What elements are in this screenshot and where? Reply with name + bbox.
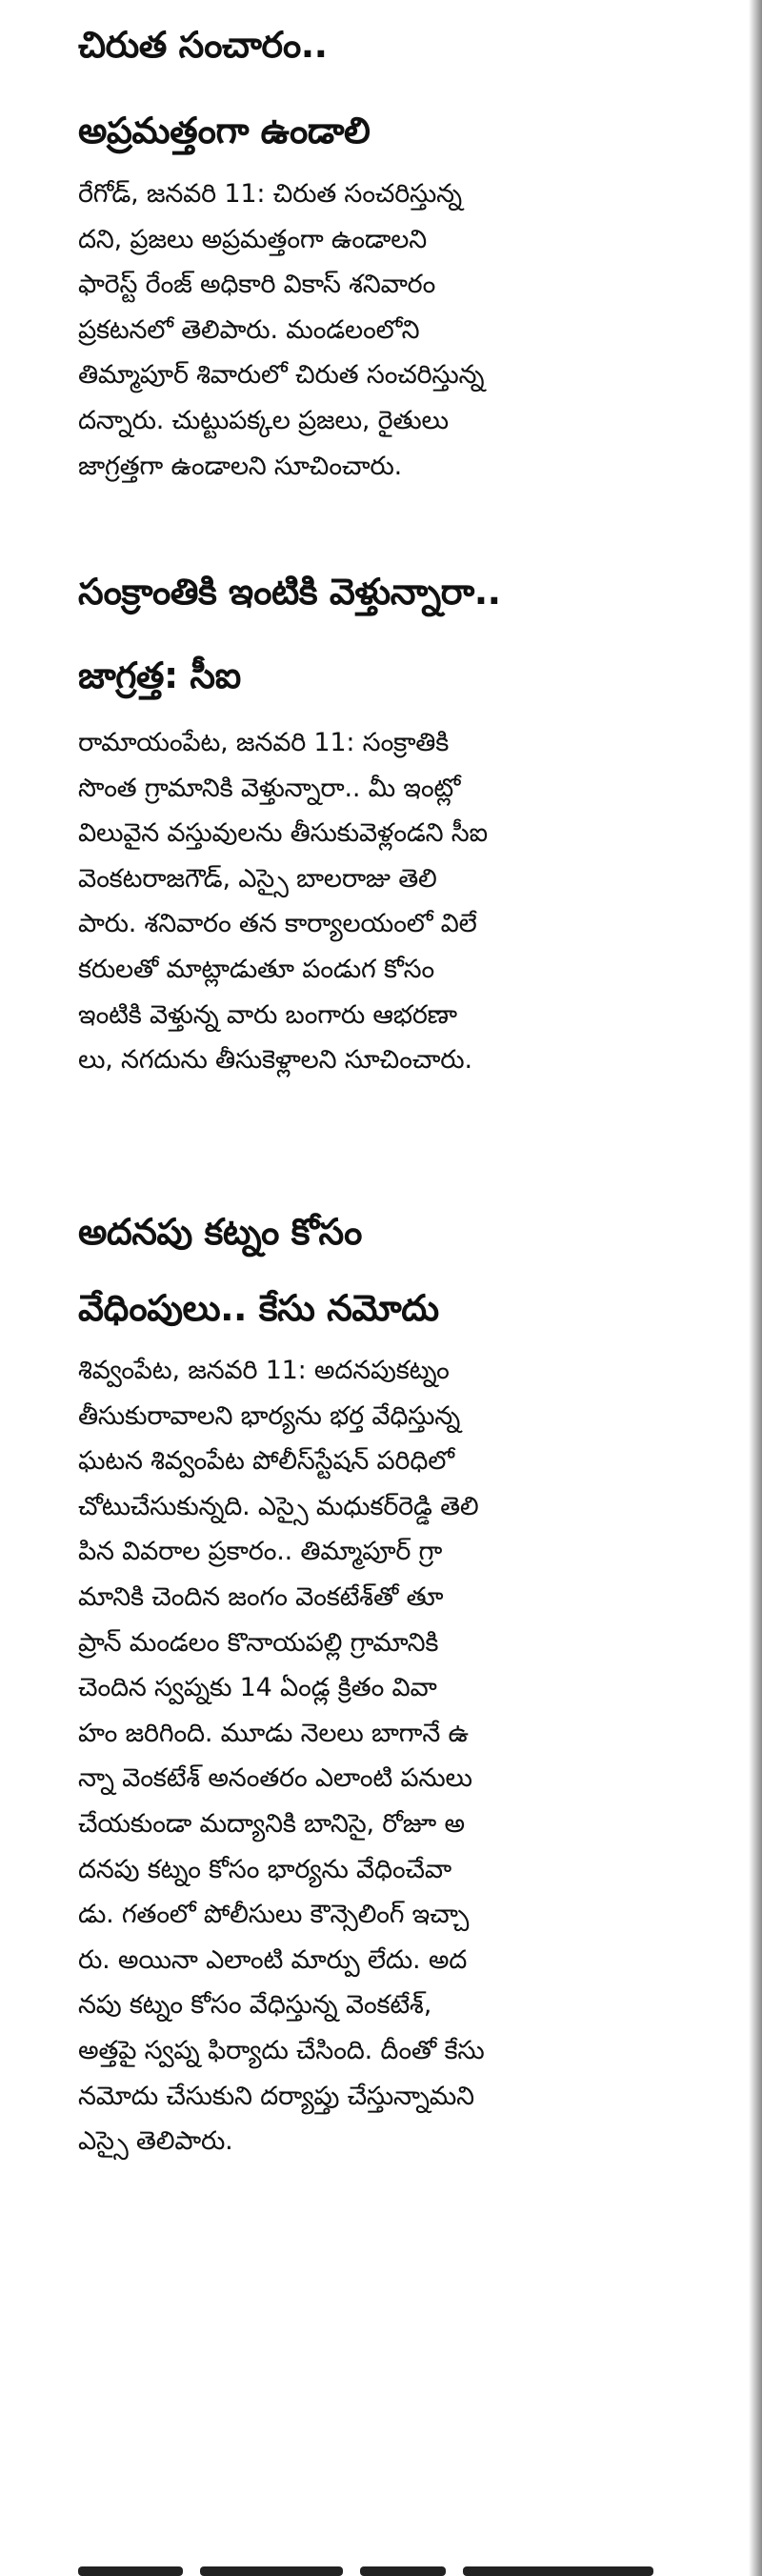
article-2-headline-line-1: సంక్రాంతికి ఇంటికి వెళ్తున్నారా.. [78,571,501,613]
article-3-headline-line-1: అదనపు కట్నం కోసం [78,1211,362,1253]
article-2-headline-line-2: జాగ్రత్త: సీఐ [78,654,241,696]
article-1-headline-line-1: చిరుత సంచారం.. [78,24,328,66]
article-3-headline-line-2: వేధింపులు.. కేసు నమోదు [78,1287,439,1329]
page-edge-shadow [749,0,762,2576]
article-3-body: శివ్వంపేట, జనవరి 11: అదనపుకట్నం తీసుకురావాలని భార్యను భర్త వేధిస్తున్న ఘటన శివ్వంపేట పోలీస్‌స్టేషన్ పరిధిలో చోటుచేసుకున్నది. ఎస్సై మధుకర్‌రెడ్డి తెలి పిన వివరాల ప్రకారం.. తిమ్మాపూర్ గ్రా మానికి చెందిన జంగం వెంకటేశ్‌తో తూ ప్రాన్ మండలం కొనాయపల్లి గ్రామానికి చెందిన స్వప్నకు 14 ఏండ్ల క్రితం వివా హం జరిగింది. మూడు నెలలు బాగానే ఉ న్నా వెంకటేశ్ అనంతరం ఎలాంటి పనులు చేయకుండా మద్యానికి బానిసై, రోజూ అ దనపు కట్నం కోసం భార్యను వేధించేవా డు. గతంలో పోలీసులు కౌన్సెలింగ్ ఇచ్చా రు. అయినా ఎలాంటి మార్పు లేదు. అద నపు కట్నం కోసం వేధిస్తున్న వెంకటేశ్, అత్తపై స్వప్న ఫిర్యాదు చేసింది. దీంతో కేసు నమోదు చేసుకుని దర్యాప్తు చేస్తున్నామని ఎస్సై తెలిపారు. [78,1356,485,2157]
article-1-body: రేగోడ్, జనవరి 11: చిరుత సంచరిస్తున్న దని, ప్రజలు అప్రమత్తంగా ఉండాలని ఫారెస్ట్ రేంజ్ అధికారి వికాస్ శనివారం ప్రకటనలో తెలిపారు. మండలంలోని తిమ్మాపూర్ శివారులో చిరుత సంచరిస్తున్న దన్నారు. చుట్టుపక్కల ప్రజలు, రైతులు జాగ్రత్తగా ఉండాలని సూచించారు. [78,179,485,481]
article-2-body: రామాయంపేట, జనవరి 11: సంక్రాతికి సొంత గ్రామానికి వెళ్తున్నారా.. మీ ఇంట్లో విలువైన వస్తువులను తీసుకువెళ్లండని సీఐ వెంకటరాజగౌడ్, ఎస్సై బాలరాజు తెలి పారు. శనివారం తన కార్యాలయంలో విలే కరులతో మాట్లాడుతూ పండుగ కోసం ఇంటికి వెళ్తున్న వారు బంగారు ఆభరణా లు, నగదును తీసుకెళ్లాలని సూచించారు. [78,728,488,1076]
cropped-next-headline [78,2553,707,2576]
article-1-headline-line-2: అప్రమత్తంగా ఉండాలి [78,110,371,151]
cropped-previous-text [76,0,610,6]
